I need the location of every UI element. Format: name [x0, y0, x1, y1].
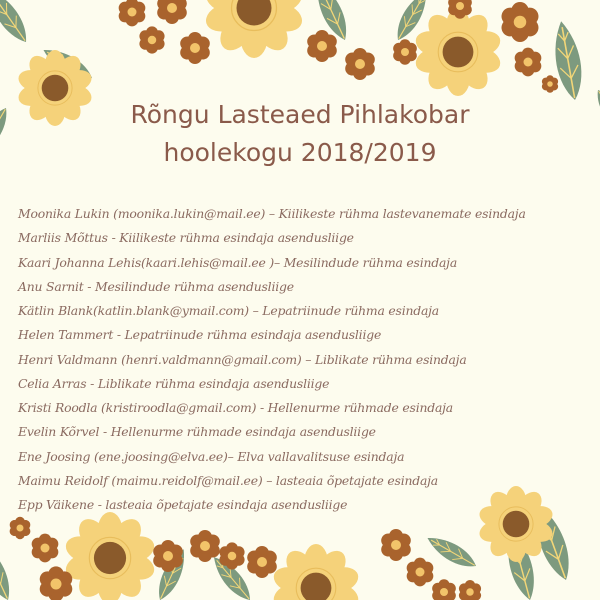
list-item: Celia Arras - Liblikate rühma esindaja asendusliige — [18, 375, 330, 391]
list-item: Evelin Kõrvel - Hellenurme rühmade esindaja asendusliige — [18, 424, 376, 440]
title-line-school: Rõngu Lasteaed Pihlakobar — [130, 100, 470, 129]
small-flower-icon — [379, 529, 414, 561]
small-flower-icon — [8, 517, 32, 539]
small-flower-icon — [430, 579, 458, 600]
sunflower-icon — [202, 0, 306, 58]
small-flower-icon — [512, 48, 543, 77]
small-flower-icon — [155, 0, 190, 24]
small-flower-icon — [116, 0, 147, 26]
small-flower-icon — [137, 26, 167, 53]
small-flower-icon — [404, 558, 435, 587]
leaf-icon — [0, 538, 17, 600]
list-item: Moonika Lukin (moonika.lukin@mail.ee) – Kiilikeste rühma lastevanemate esindaja — [18, 206, 526, 221]
sunflower-icon — [62, 512, 157, 600]
title-line-board: hoolekogu 2018/2019 — [163, 138, 437, 167]
small-flower-icon — [457, 580, 483, 600]
member-list — [18, 202, 588, 517]
sunflower-icon — [412, 8, 503, 96]
small-flower-icon — [245, 546, 280, 578]
list-item: Marliis Mõttus - Kiilikeste rühma esindaja asendusliige — [18, 230, 354, 246]
sunflower-icon — [270, 544, 361, 600]
list-item: Maimu Reidolf (maimu.reidolf@mail.ee) – lasteaia õpetajate esindaja — [18, 472, 438, 488]
list-item: Epp Väikene - lasteaia õpetajate esindaja asendusliige — [18, 497, 348, 512]
leaf-icon — [0, 0, 34, 48]
small-flower-icon — [343, 48, 378, 80]
small-flower-icon — [29, 534, 60, 563]
small-flower-icon — [178, 32, 213, 64]
small-flower-icon — [498, 2, 541, 42]
list-item: Anu Sarnit - Mesilindude rühma asendusliige — [18, 278, 294, 294]
small-flower-icon — [391, 39, 419, 65]
list-item: Kaari Johanna Lehis(kaari.lehis@mail.ee )– Mesilindude rühma esindaja — [18, 254, 458, 270]
list-item: Ene Joosing (ene.joosing@elva.ee)– Elva vallavalitsuse esindaja — [18, 448, 405, 464]
list-item: Helen Tammert - Lepatriinude rühma esindaja asendusliige — [18, 327, 382, 343]
small-flower-icon — [305, 30, 340, 62]
list-item: Henri Valdmann (henri.valdmann@gmail.com) – Liblikate rühma esindaja — [18, 351, 467, 367]
list-item: Kristi Roodla (kristiroodla@gmail.com) - Hellenurme rühmade esindaja — [18, 400, 453, 415]
page-title — [0, 96, 600, 172]
small-flower-icon — [540, 75, 559, 93]
small-flower-icon — [188, 530, 223, 562]
list-item: Kätlin Blank(katlin.blank@ymail.com) – Lepatriinude rühma esindaja — [18, 303, 439, 318]
